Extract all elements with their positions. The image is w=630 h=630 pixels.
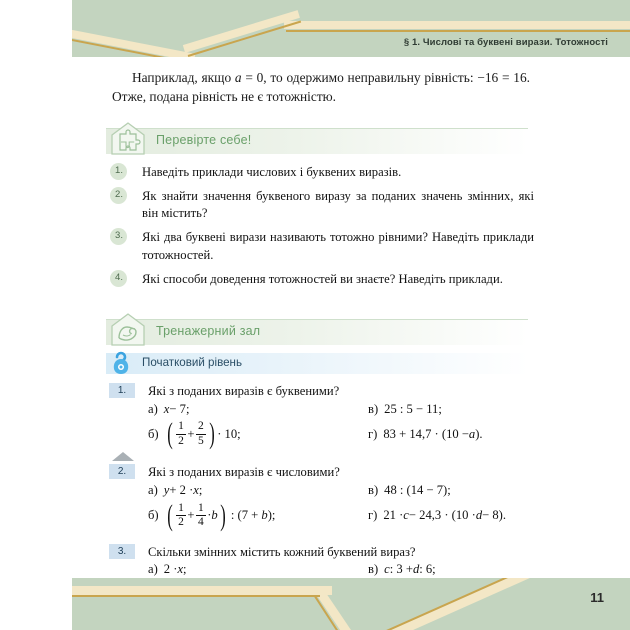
- intro-paragraph: [112, 68, 530, 106]
- option-g-mid: − 24,3 · (10 ·: [408, 508, 476, 523]
- check-yourself-heading: [106, 128, 528, 154]
- running-head: § 1. Числові та буквені вирази. Тотожності: [403, 37, 608, 48]
- option-v-var2: d: [412, 562, 420, 577]
- option-v-mid: : 3 +: [389, 562, 413, 577]
- footer-ribbon-1: [72, 586, 332, 595]
- exercise-options: [148, 401, 534, 451]
- question-text: Які два буквені вирази називають тотожно рівними? Наведіть приклади тотожностей.: [142, 230, 534, 262]
- option-a-mid: + 2 ·: [169, 483, 194, 498]
- exercise-question: Які з поданих виразів є числовими?: [148, 465, 340, 480]
- option-g-var: a: [468, 426, 476, 441]
- option-label-v: в): [368, 562, 379, 577]
- option-g-var1: c: [403, 508, 409, 523]
- exercise-question: Які з поданих виразів є буквеними?: [148, 383, 340, 398]
- puzzle-house-icon: [108, 120, 150, 158]
- home-roof-icon: [112, 452, 134, 461]
- fraction-numerator: 1: [197, 501, 204, 514]
- option-a: [148, 483, 368, 499]
- fraction-2: [196, 421, 206, 447]
- fraction-denominator: 4: [197, 516, 204, 529]
- option-b-expr: [165, 498, 276, 532]
- check-yourself-title: Перевірте себе!: [156, 133, 252, 148]
- option-v: [368, 483, 534, 499]
- option-v: [368, 401, 534, 417]
- check-yourself-question-list: [106, 164, 534, 288]
- exercise-options: [148, 483, 534, 530]
- left-paren: (: [166, 417, 173, 451]
- list-item: [106, 164, 534, 181]
- page-number: 11: [590, 590, 604, 605]
- intro-part2: , то одержимо неправильну рівність: −16 = 16. Отже, подана рівність не є тотожністю.: [112, 70, 530, 105]
- multiply-dot: ·: [207, 508, 212, 523]
- option-g-post: − 8).: [482, 508, 506, 523]
- fraction-numerator: 2: [197, 420, 204, 433]
- plus-sign: +: [187, 426, 195, 441]
- option-g-pre: 83 + 14,7 · (10 −: [383, 426, 469, 441]
- level-band-beginner: [106, 353, 528, 374]
- question-text: Наведіть приклади числових і буквених виразів.: [142, 165, 402, 180]
- gym-heading: [106, 319, 528, 345]
- option-b-tail-var: b: [261, 508, 268, 523]
- right-paren: ): [209, 417, 215, 451]
- exercise-1: [106, 383, 534, 451]
- fraction-numerator: 1: [178, 420, 184, 433]
- option-b: [148, 417, 368, 451]
- exercise-number: 1.: [109, 383, 135, 398]
- option-b: [148, 498, 368, 532]
- option-g-var2: d: [475, 508, 483, 523]
- intro-part1: Наприклад, якщо: [132, 70, 235, 85]
- fraction-denominator: 2: [178, 434, 184, 447]
- question-text: Як знайти значення буквеного виразу за поданих значень змінних, які він містить?: [142, 189, 534, 221]
- option-a-var: x: [177, 562, 184, 577]
- option-a: [148, 401, 368, 417]
- option-g-post: ).: [475, 426, 483, 441]
- right-paren: ): [219, 498, 226, 532]
- option-g-pre: 21 ·: [383, 508, 404, 523]
- list-item: [106, 229, 534, 263]
- footer-gold-line-3: [348, 578, 623, 630]
- fraction-1: [176, 421, 186, 447]
- ribbon-segment-3: [284, 21, 630, 29]
- option-v-post: : 6;: [419, 562, 436, 577]
- ribbon-segment-2: [183, 10, 300, 53]
- option-a-end: ;: [198, 483, 203, 498]
- left-paren: (: [166, 498, 173, 532]
- option-a-var: x: [163, 401, 170, 416]
- option-b-tail-pre: : (7 +: [227, 508, 262, 523]
- exercise-number: 3.: [109, 544, 135, 559]
- exercise-number: 2.: [109, 464, 135, 479]
- fraction-denominator: 5: [197, 434, 204, 447]
- list-item: [106, 188, 534, 222]
- fraction-denominator: 2: [178, 516, 184, 529]
- option-a-rest: − 7;: [169, 401, 190, 416]
- option-v-expr: 48 : (14 − 7);: [384, 483, 451, 498]
- option-label-g: г): [368, 426, 378, 441]
- option-a-var2: x: [193, 483, 199, 498]
- flexed-bicep-house-icon: [108, 311, 150, 349]
- option-v: [368, 562, 534, 578]
- option-label-g: г): [368, 508, 378, 523]
- gym-title: Тренажерний зал: [156, 323, 261, 338]
- question-number: 1.: [110, 163, 127, 180]
- exercise-2: [106, 464, 534, 532]
- option-label-b: б): [148, 426, 159, 441]
- option-b-expr: [165, 417, 241, 451]
- page-header-decoration: [72, 0, 630, 57]
- option-a-pre: 2 ·: [163, 562, 178, 577]
- kettlebell-icon: [108, 351, 134, 376]
- intro-variable: a: [234, 70, 242, 85]
- footer-gold-line-1: [72, 595, 320, 597]
- question-text: Які способи доведення тотожностей ви знаєте? Наведіть приклади.: [142, 271, 503, 286]
- option-v-expr: 25 : 5 − 11;: [384, 401, 442, 416]
- option-label-a: а): [148, 401, 158, 416]
- level-label: Початковий рівень: [142, 356, 242, 370]
- exercise-question: Скільки змінних містить кожний буквений вираз?: [148, 544, 416, 559]
- fraction-2: [196, 503, 206, 529]
- option-b-tail: · 10;: [217, 426, 241, 441]
- page-footer-decoration: [72, 578, 630, 630]
- gold-line-3: [286, 30, 630, 32]
- option-label-v: в): [368, 401, 379, 416]
- list-item: [106, 271, 534, 288]
- question-number: 2.: [110, 187, 127, 204]
- page-content: [0, 57, 630, 578]
- option-label-a: а): [148, 483, 158, 498]
- option-g: [368, 420, 534, 448]
- plus-sign: +: [187, 508, 195, 523]
- option-b-tail-post: );: [267, 508, 276, 523]
- option-a-var: y: [163, 483, 170, 498]
- question-number: 4.: [110, 270, 127, 287]
- option-label-a: а): [148, 562, 158, 577]
- option-label-b: б): [148, 508, 159, 523]
- fraction-1: [176, 503, 186, 529]
- fraction-numerator: 1: [178, 501, 184, 514]
- option-a-post: ;: [183, 562, 187, 577]
- option-label-v: в): [368, 483, 379, 498]
- intro-equals-zero: = 0: [241, 70, 264, 85]
- option-a: [148, 562, 368, 578]
- question-number: 3.: [110, 228, 127, 245]
- option-b-var: b: [211, 508, 218, 523]
- option-g: [368, 502, 534, 530]
- option-v-var1: c: [384, 562, 390, 577]
